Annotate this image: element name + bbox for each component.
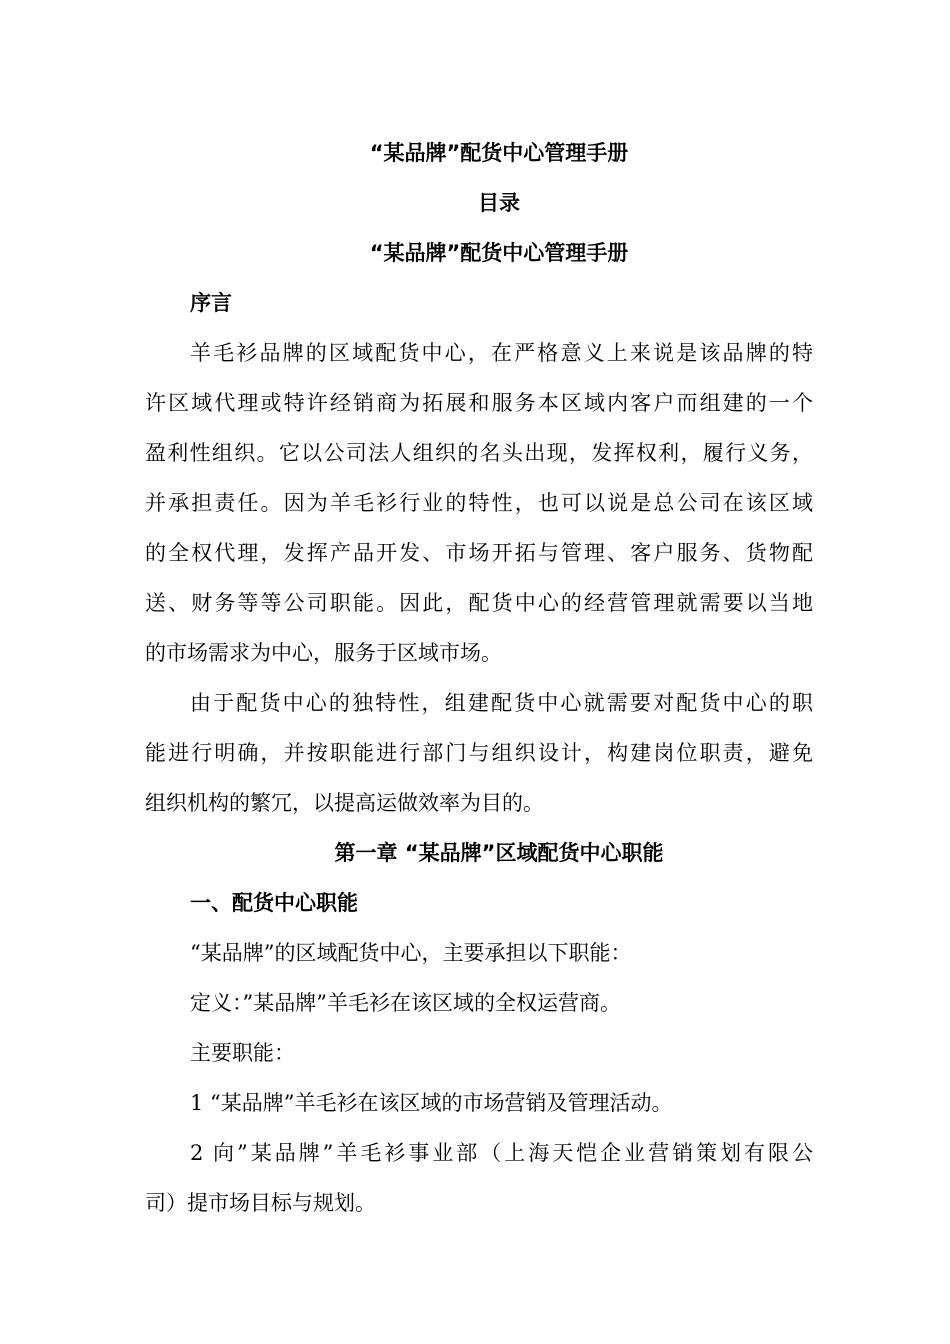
paragraph-line: 的市场需求为中心，服务于区域市场。	[145, 641, 502, 665]
section-1-heading: 一、配货中心职能	[190, 891, 358, 915]
paragraph-line: 的全权代理，发挥产品开发、市场开拓与管理、客户服务、货物配	[145, 541, 813, 565]
toc-heading: 目录	[478, 191, 520, 215]
preface-paragraph-1	[145, 328, 813, 678]
function-item-2-continued: 司）提市场目标与规划。	[145, 1191, 376, 1215]
paragraph-line: 送、财务等等公司职能。因此，配货中心的经营管理就需要以当地	[145, 591, 813, 615]
paragraph-line: 盈利性组织。它以公司法人组织的名头出现，发挥权利，履行义务，	[145, 441, 813, 465]
document-subtitle: “某品牌”配货中心管理手册	[369, 241, 629, 265]
function-item-2: 2 向”某品牌”羊毛衫事业部（上海天恺企业营销策划有限公	[190, 1141, 813, 1165]
preface-heading: 序言	[190, 291, 232, 315]
document-content	[145, 128, 813, 1228]
section-1-intro: “某品牌”的区域配货中心，主要承担以下职能：	[190, 941, 632, 965]
function-item-1: 1 “某品牌”羊毛衫在该区域的市场营销及管理活动。	[190, 1091, 673, 1115]
main-functions-label: 主要职能：	[190, 1041, 295, 1065]
paragraph-line: 组织机构的繁冗，以提高运做效率为目的。	[145, 791, 544, 815]
chapter-1-heading: 第一章 “某品牌”区域配货中心职能	[334, 841, 664, 865]
paragraph-line: 羊毛衫品牌的区域配货中心，在严格意义上来说是该品牌的特	[190, 341, 813, 365]
preface-paragraph-2	[145, 678, 813, 828]
paragraph-line: 许区域代理或特许经销商为拓展和服务本区域内客户而组建的一个	[145, 391, 813, 415]
definition-line: 定义：”某品牌”羊毛衫在该区域的全权运营商。	[190, 991, 621, 1015]
paragraph-line: 能进行明确，并按职能进行部门与组织设计，构建岗位职责，避免	[145, 741, 813, 765]
paragraph-line: 由于配货中心的独特性，组建配货中心就需要对配货中心的职	[190, 691, 813, 715]
paragraph-line: 并承担责任。因为羊毛衫行业的特性，也可以说是总公司在该区域	[145, 491, 813, 515]
document-title: “某品牌”配货中心管理手册	[369, 141, 629, 165]
